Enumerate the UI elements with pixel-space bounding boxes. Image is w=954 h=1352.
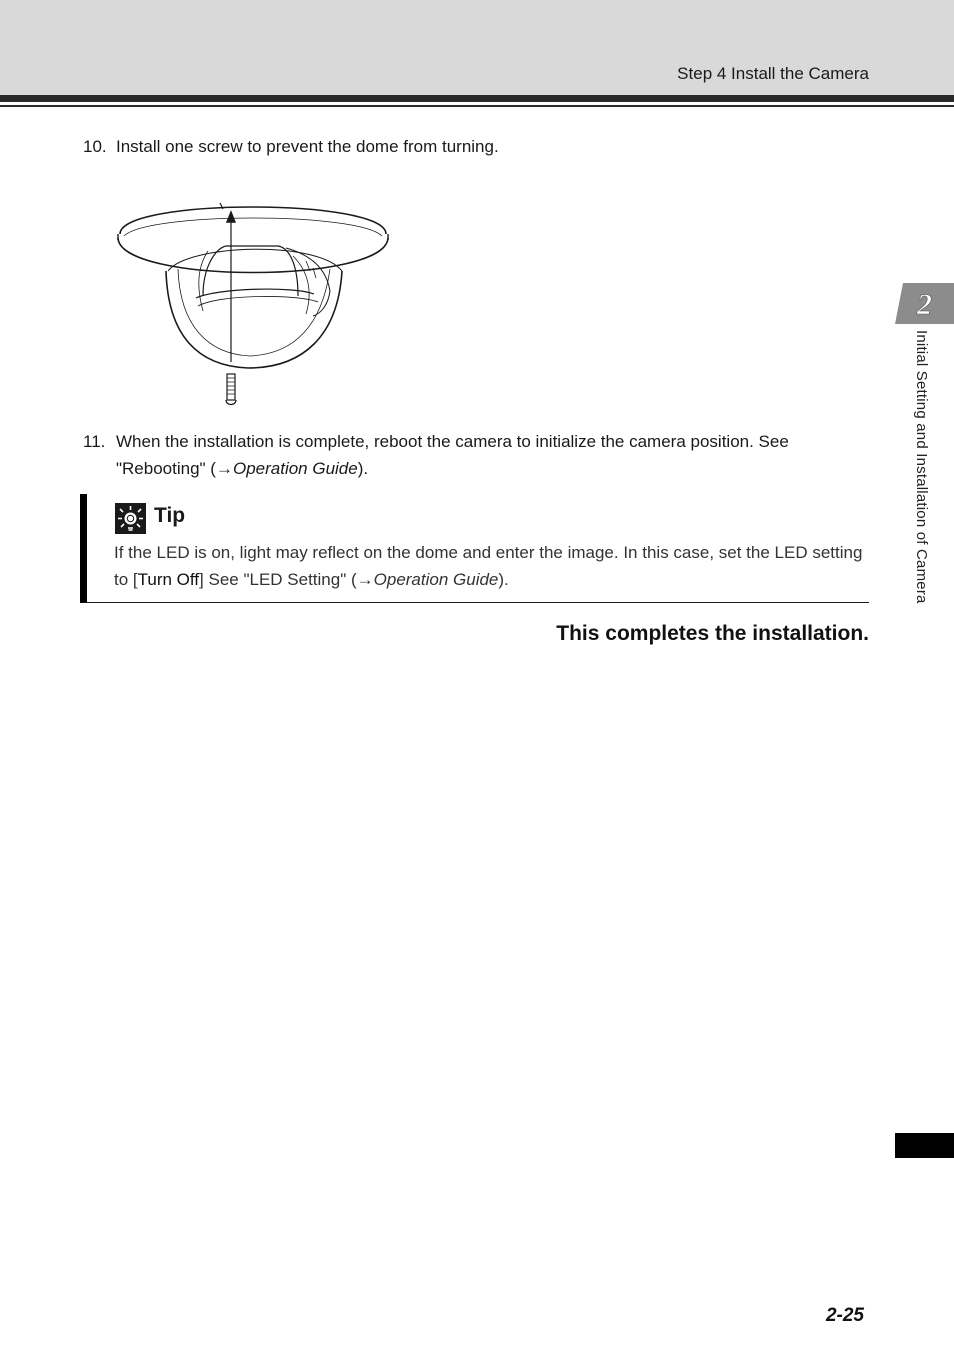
chapter-number: 2 <box>917 288 932 321</box>
step-10 <box>83 133 843 163</box>
chapter-title: Initial Setting and Installation of Camera <box>913 330 930 604</box>
lightbulb-icon <box>115 503 146 534</box>
header-rule-thick <box>0 95 954 102</box>
step-11 <box>83 428 853 488</box>
step-text-before: When the installation is complete, reboot the camera to initialize the camera position. See "Rebooting" ( <box>116 432 789 478</box>
operation-guide-reference: Operation Guide <box>373 570 499 589</box>
chapter-tab <box>895 283 954 324</box>
tip-title: Tip <box>154 504 186 527</box>
tip-box <box>80 494 869 603</box>
arrow-glyph: → <box>356 570 374 589</box>
step-text: Install one screw to prevent the dome from turning. <box>116 137 499 156</box>
completion-message: This completes the installation. <box>556 622 869 645</box>
tip-text-after: ). <box>498 570 509 589</box>
section-title: Step 4 Install the Camera <box>677 64 869 83</box>
page-number: 2-25 <box>825 1305 864 1326</box>
turn-off-setting: Turn Off <box>137 570 200 589</box>
step-number: 10. <box>83 137 107 156</box>
step-text <box>116 428 856 482</box>
tip-text <box>114 539 874 593</box>
dome-camera-illustration <box>108 176 398 411</box>
operation-guide-reference: Operation Guide <box>232 459 358 478</box>
tip-text-middle: ] See "LED Setting" ( <box>199 570 357 589</box>
tip-text-before: If the LED is on, light may reflect on the dome and enter the image. In this case, set the LED setting to [ <box>114 543 863 589</box>
step-number: 11. <box>83 432 106 451</box>
header-rule-thin <box>0 105 954 107</box>
arrow-glyph: → <box>215 459 233 478</box>
step-text-after: ). <box>357 459 369 478</box>
thumb-index-block <box>895 1133 954 1158</box>
